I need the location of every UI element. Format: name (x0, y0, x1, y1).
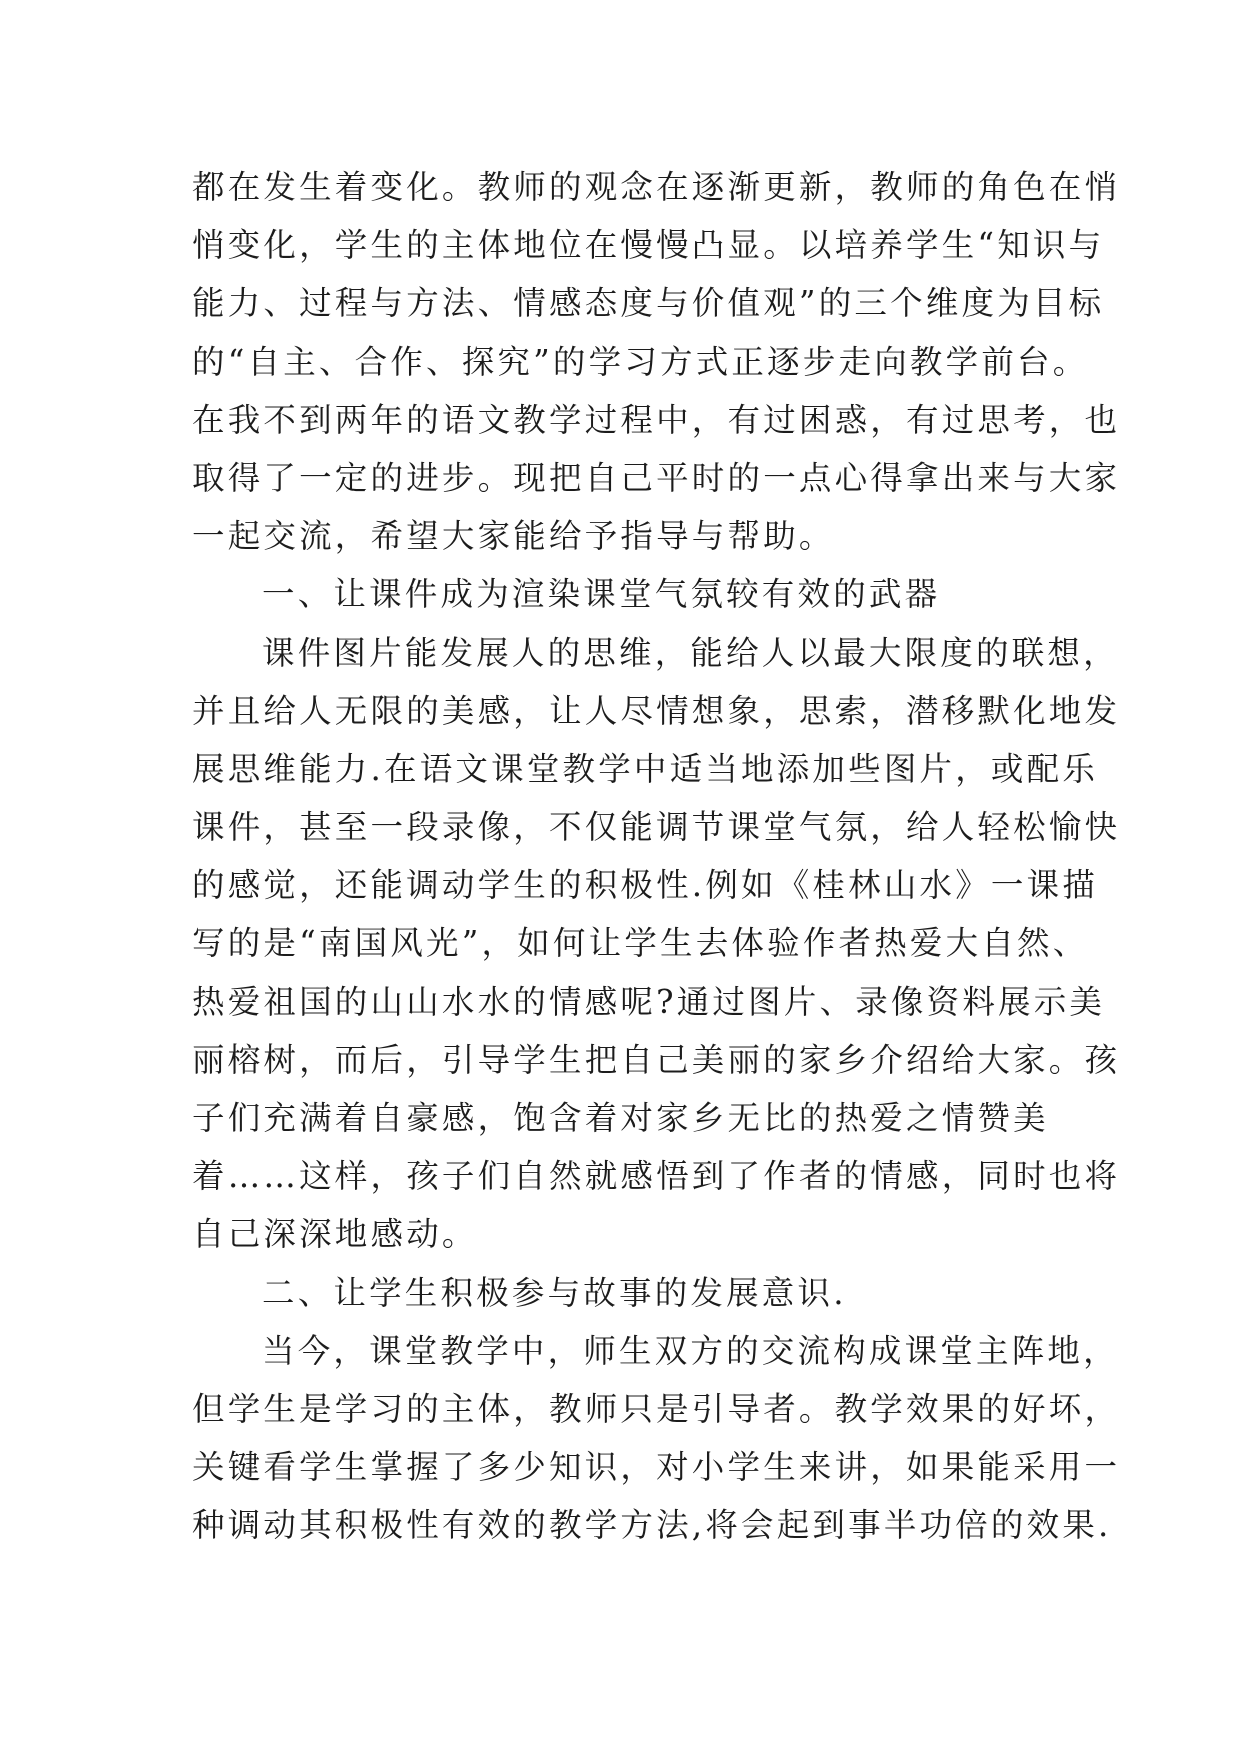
text-line: 并且给人无限的美感，让人尽情想象，思索，潜移默化地发 (192, 691, 1121, 730)
body-text (192, 158, 1121, 1555)
text-line: 写的是“南国风光”，如何让学生去体验作者热爱大自然、 (192, 924, 1089, 963)
text-line: 子们充满着自豪感，饱含着对家乡无比的热爱之情赞美 (192, 1099, 1049, 1137)
text-line: 的“自主、合作、探究”的学习方式正逐步走向教学前台。 (192, 342, 1089, 381)
text-line: 课件图片能发展人的思维，能给人以最大限度的联想， (262, 633, 1119, 672)
text-line: 取得了一定的进步。现把自己平时的一点心得拿出来与大家 (192, 458, 1121, 497)
text-line: 但学生是学习的主体，教师只是引导者。教学效果的好坏， (192, 1389, 1121, 1428)
text-line: 都在发生着变化。教师的观念在逐渐更新，教师的角色在悄 (192, 168, 1121, 206)
text-line: 自己深深地感动。 (192, 1215, 478, 1254)
text-line: 悄变化，学生的主体地位在慢慢凸显。以培养学生“知识与 (192, 226, 1105, 265)
text-line: 一起交流，希望大家能给予指导与帮助。 (192, 517, 835, 556)
text-line: 在我不到两年的语文教学过程中，有过困惑，有过思考，也 (192, 400, 1121, 439)
text-line: 热爱祖国的山山水水的情感呢?通过图片、录像资料展示美 (192, 982, 1106, 1021)
text-line: 关键看学生掌握了多少知识，对小学生来讲，如果能采用一 (192, 1448, 1121, 1487)
text-line: 展思维能力.在语文课堂教学中适当地添加些图片，或配乐 (192, 749, 1099, 788)
text-line: 着……这样，孩子们自然就感悟到了作者的情感，同时也将 (192, 1157, 1121, 1196)
text-line: 能力、过程与方法、情感态度与价值观”的三个维度为目标 (192, 284, 1105, 323)
text-line: 当今，课堂教学中，师生双方的交流构成课堂主阵地， (262, 1331, 1119, 1370)
text-line: 丽榕树，而后，引导学生把自己美丽的家乡介绍给大家。孩 (192, 1040, 1121, 1079)
text-line: 二、让学生积极参与故事的发展意识. (262, 1273, 847, 1312)
text-line: 种调动其积极性有效的教学方法,将会起到事半功倍的效果. (192, 1506, 1112, 1545)
text-line: 的感觉，还能调动学生的积极性.例如《桂林山水》一课描 (192, 866, 1099, 905)
text-line: 一、让课件成为渲染课堂气氛较有效的武器 (262, 575, 941, 614)
text-line: 课件，甚至一段录像，不仅能调节课堂气氛，给人轻松愉快 (192, 808, 1121, 847)
